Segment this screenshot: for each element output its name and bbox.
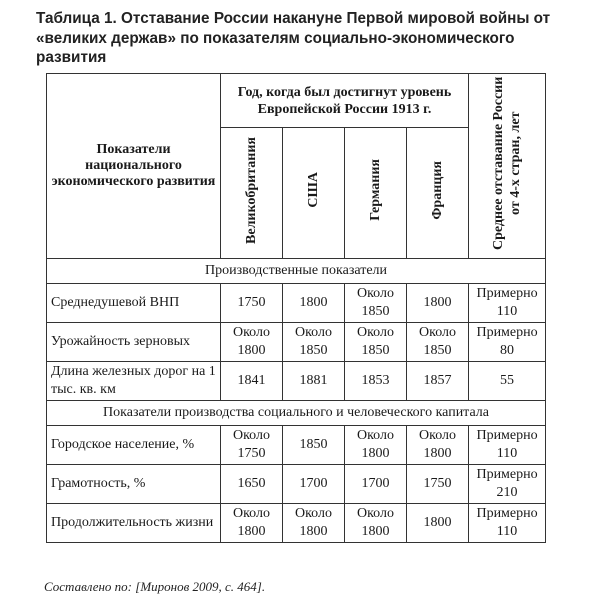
average-cell: Примерно 210 [469,465,546,504]
year-group-header: Год, когда был достигнут уровень Европейской России 1913 г. [221,74,469,128]
table-title: Таблица 1. Отставание России накануне Первой мировой войны от «великих держав» по показателям социально-экономического развития [36,10,551,66]
table-cell: 1850 [283,426,345,465]
table-cell: 1700 [345,465,407,504]
row-label: Длина железных дорог на 1 тыс. кв. км [47,362,221,401]
table-row [47,284,546,323]
table-cell: Около 1850 [407,323,469,362]
row-label: Продолжительность жизни [47,504,221,543]
table-cell: Около 1800 [345,504,407,543]
section-title: Производственные показатели [47,259,546,284]
table-row [47,465,546,504]
table-cell: 1800 [407,284,469,323]
average-cell: 55 [469,362,546,401]
table-cell: 1800 [407,504,469,543]
average-cell: Примерно 110 [469,504,546,543]
indicator-header: Показатели национального экономического развития [47,74,221,259]
table-row [47,323,546,362]
data-table [46,73,546,543]
country-header-text: Великобритания [243,136,259,244]
table-cell: 1750 [221,284,283,323]
table-cell: 1881 [283,362,345,401]
table-cell: Около 1800 [345,426,407,465]
row-label: Урожайность зерновых [47,323,221,362]
average-header-text: Среднее отставание России от 4-х стран, лет [491,76,524,250]
table-row [47,504,546,543]
country-header-text: Германия [367,159,383,221]
source-note: Составлено по: [Миронов 2009, с. 464]. [44,579,266,594]
country-header [221,128,283,259]
country-header [345,128,407,259]
table-cell: Около 1850 [283,323,345,362]
table-cell: Около 1800 [221,323,283,362]
table-cell: 1700 [283,465,345,504]
table-cell: Около 1850 [345,284,407,323]
table-cell: Около 1850 [345,323,407,362]
row-label: Грамотность, % [47,465,221,504]
table-cell: 1853 [345,362,407,401]
table-cell: 1750 [407,465,469,504]
table-cell: Около 1800 [221,504,283,543]
table-cell: 1857 [407,362,469,401]
table-cell: 1650 [221,465,283,504]
row-label: Среднедушевой ВНП [47,284,221,323]
table-row [47,362,546,401]
table-cell: Около 1750 [221,426,283,465]
table-cell: Около 1800 [283,504,345,543]
table-row [47,426,546,465]
average-cell: Примерно 110 [469,426,546,465]
row-label: Городское население, % [47,426,221,465]
average-cell: Примерно 110 [469,284,546,323]
country-header-text: США [305,172,321,208]
table-cell: Около 1800 [407,426,469,465]
country-header [283,128,345,259]
average-cell: Примерно 80 [469,323,546,362]
average-header [469,74,546,259]
table-cell: 1841 [221,362,283,401]
country-header-text: Франция [429,160,445,220]
table-cell: 1800 [283,284,345,323]
section-title: Показатели производства социального и человеческого капитала [47,401,546,426]
country-header [407,128,469,259]
